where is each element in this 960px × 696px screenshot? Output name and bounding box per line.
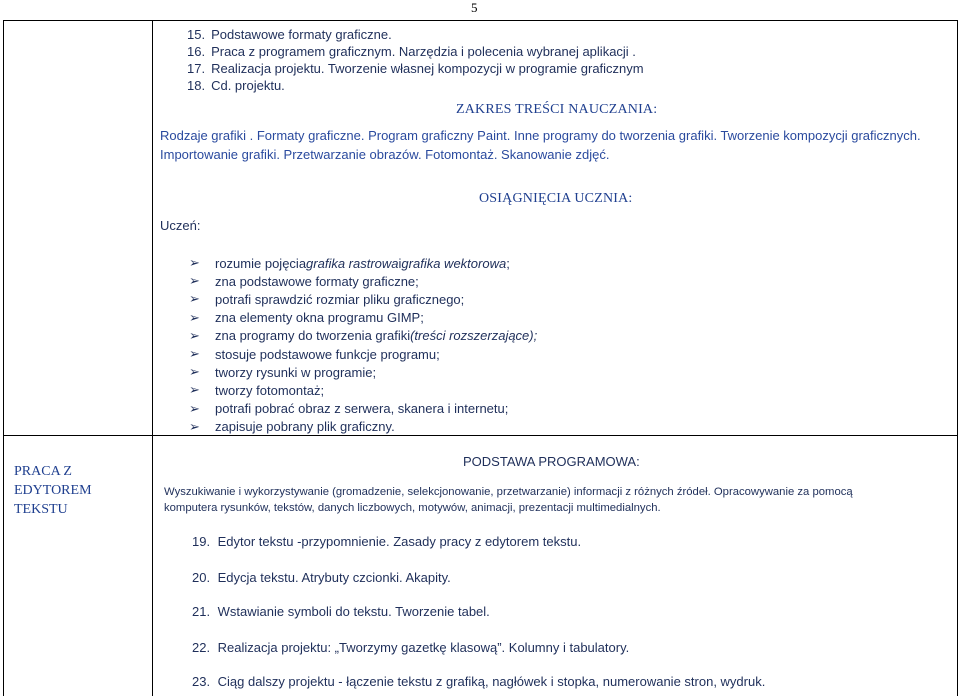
osiagniecia-title: OSIĄGNIĘCIA UCZNIA: bbox=[479, 191, 633, 206]
arrow-bullet-icon: ➢ bbox=[189, 309, 200, 325]
arrow-bullet-icon: ➢ bbox=[189, 400, 200, 416]
arrow-bullet-icon: ➢ bbox=[189, 291, 200, 307]
achievement-item: ➢ potrafi pobrać obraz z serwera, skanera i internetu; bbox=[189, 400, 509, 417]
zakres-line-2: Importowanie grafiki. Przetwarzanie obrazów. Fotomontaż. Skanowanie zdjęć. bbox=[160, 147, 610, 162]
lesson-item: 20. Edycja tekstu. Atrybuty czcionki. Akapity. bbox=[192, 570, 451, 585]
curriculum-table bbox=[3, 20, 958, 696]
arrow-bullet-icon: ➢ bbox=[189, 255, 200, 271]
achievement-item: ➢ zna elementy okna programu GIMP; bbox=[189, 309, 424, 326]
lesson-item: 22. Realizacja projektu: „Tworzymy gazetkę klasową”. Kolumny i tabulatory. bbox=[192, 640, 630, 655]
arrow-bullet-icon: ➢ bbox=[189, 364, 200, 380]
arrow-bullet-icon: ➢ bbox=[189, 327, 200, 343]
podstawa-title: PODSTAWA PROGRAMOWA: bbox=[463, 454, 640, 469]
column-divider bbox=[152, 21, 153, 696]
section-title-praca-z-edytorem: PRACA Z EDYTOREM TEKSTU bbox=[14, 464, 92, 517]
achievements-list bbox=[189, 254, 537, 436]
achievement-item: ➢ rozumie pojęcia grafika rastrowa i grafika wektorowa ; bbox=[189, 255, 510, 271]
page-number: 5 bbox=[471, 0, 478, 15]
lesson-item: 23. Ciąg dalszy projektu - łączenie tekstu z grafiką, nagłówek i stopka, numerowanie stron, wydruk. bbox=[192, 674, 766, 689]
list-item: 16. Praca z programem graficznym. Narzędzia i polecenia wybranej aplikacji . bbox=[187, 44, 636, 59]
podstawa-line-2: komputera rysunków, tekstów, danych liczbowych, motywów, animacji, prezentacji multimedialnych. bbox=[164, 502, 661, 514]
list-item: 18. Cd. projektu. bbox=[187, 78, 285, 93]
achievement-item: ➢ tworzy fotomontaż; bbox=[189, 382, 325, 398]
achievement-item: ➢ tworzy rysunki w programie; bbox=[189, 364, 377, 380]
list-item: 15. Podstawowe formaty graficzne. bbox=[187, 27, 392, 42]
lesson-item: 19. Edytor tekstu -przypomnienie. Zasady pracy z edytorem tekstu. bbox=[192, 534, 582, 549]
list-item: 17. Realizacja projektu. Tworzenie własnej kompozycji w programie graficznym bbox=[187, 61, 644, 76]
zakres-line-1: Rodzaje grafiki . Formaty graficzne. Program graficzny Paint. Inne programy do tworzenia grafiki. Tworzenie kompozycji graficznych. bbox=[160, 128, 921, 143]
achievement-item: ➢ zna programy do tworzenia grafiki (treści rozszerzające); bbox=[189, 327, 538, 344]
achievement-item: ➢ stosuje podstawowe funkcje programu; bbox=[189, 346, 440, 362]
arrow-bullet-icon: ➢ bbox=[189, 273, 200, 289]
zakres-title: ZAKRES TREŚCI NAUCZANIA: bbox=[456, 102, 658, 117]
lesson-item: 21. Wstawianie symboli do tekstu. Tworzenie tabel. bbox=[192, 604, 490, 619]
arrow-bullet-icon: ➢ bbox=[189, 418, 200, 434]
arrow-bullet-icon: ➢ bbox=[189, 346, 200, 362]
arrow-bullet-icon: ➢ bbox=[189, 382, 200, 398]
achievement-item: ➢ potrafi sprawdzić rozmiar pliku graficznego; bbox=[189, 291, 465, 307]
achievement-item: ➢ zna podstawowe formaty graficzne; bbox=[189, 273, 419, 289]
podstawa-line-1: Wyszukiwanie i wykorzystywanie (gromadzenie, selekcjonowanie, przetwarzanie) informacji z różnych źródeł. Opracowywanie za pomocą bbox=[164, 486, 853, 498]
uczen-label: Uczeń: bbox=[160, 218, 201, 233]
achievement-item: ➢ zapisuje pobrany plik graficzny. bbox=[189, 418, 395, 435]
